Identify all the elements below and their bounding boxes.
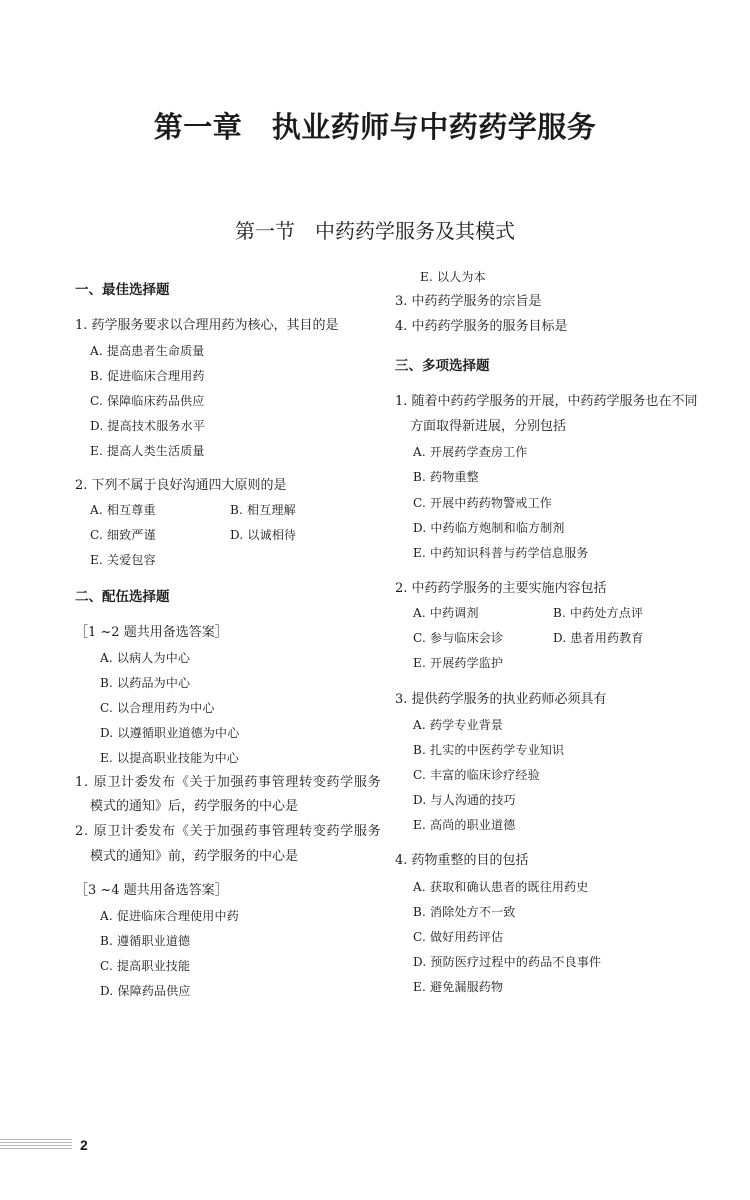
question-stem-continued: 模式的通知》前，药学服务的中心是 — [90, 849, 299, 864]
option-c: C. 开展中药药物警戒工作 — [413, 496, 552, 510]
shared-options-label: ［1 ~2 题共用备选答案］ — [75, 625, 228, 640]
option-d: D. 以诚相待 — [230, 528, 297, 542]
option-a: A. 开展药学查房工作 — [413, 445, 528, 459]
heading-matching: 二、配伍选择题 — [75, 589, 170, 604]
section-title: 第一节 中药药学服务及其模式 — [235, 221, 515, 243]
option-c: C. 以合理用药为中心 — [100, 701, 215, 715]
option-a: A. 获取和确认患者的既往用药史 — [413, 880, 589, 894]
question-stem: 1. 随着中药药学服务的开展，中药药学服务也在不同 — [395, 394, 698, 409]
question-stem: 2. 原卫计委发布《关于加强药事管理转变药学服务 — [75, 824, 382, 839]
page-number: 2 — [80, 1137, 88, 1153]
option-e: E. 提高人类生活质量 — [90, 444, 205, 458]
option-e: E. 以提高职业技能为中心 — [100, 751, 239, 765]
option-b: B. 相互理解 — [230, 503, 296, 517]
question-stem: 1. 药学服务要求以合理用药为核心，其目的是 — [75, 318, 339, 333]
question-stem-continued: 方面取得新进展，分别包括 — [410, 419, 567, 434]
option-c: C. 提高职业技能 — [100, 959, 191, 973]
option-a: A. 相互尊重 — [90, 503, 156, 517]
option-a: A. 提高患者生命质量 — [90, 344, 205, 358]
option-a: A. 以病人为中心 — [100, 651, 191, 665]
option-d: D. 保障药品供应 — [100, 984, 191, 998]
option-c: C. 做好用药评估 — [413, 930, 504, 944]
option-e: E. 高尚的职业道德 — [413, 818, 516, 832]
question-stem: 3. 中药药学服务的宗旨是 — [395, 294, 542, 309]
option-a: A. 中药调剂 — [413, 606, 479, 620]
question-stem: 1. 原卫计委发布《关于加强药事管理转变药学服务 — [75, 775, 382, 790]
option-b: B. 中药处方点评 — [553, 606, 644, 620]
heading-multiple-choice: 三、多项选择题 — [395, 358, 490, 373]
option-b: B. 药物重整 — [413, 470, 479, 484]
option-b: B. 以药品为中心 — [100, 676, 191, 690]
option-b: B. 消除处方不一致 — [413, 905, 516, 919]
heading-best-choice: 一、最佳选择题 — [75, 282, 170, 297]
option-d: D. 提高技术服务水平 — [90, 419, 206, 433]
question-stem: 4. 中药药学服务的服务目标是 — [395, 319, 568, 334]
option-d: D. 中药临方炮制和临方制剂 — [413, 521, 565, 535]
option-a: A. 促进临床合理使用中药 — [100, 909, 239, 923]
option-e: E. 避免漏服药物 — [413, 980, 504, 994]
option-d: D. 以遵循职业道德为中心 — [100, 726, 240, 740]
option-e: E. 中药知识科普与药学信息服务 — [413, 546, 589, 560]
option-c: C. 参与临床会诊 — [413, 631, 504, 645]
option-a: A. 药学专业背景 — [413, 718, 504, 732]
question-stem: 4. 药物重整的目的包括 — [395, 853, 529, 868]
option-d: D. 患者用药教育 — [553, 631, 644, 645]
shared-options-label: ［3 ~4 题共用备选答案］ — [75, 883, 228, 898]
chapter-title: 第一章 执业药师与中药药学服务 — [153, 112, 597, 144]
option-e: E. 开展药学监护 — [413, 656, 504, 670]
question-stem-continued: 模式的通知》后，药学服务的中心是 — [90, 799, 299, 814]
option-c: C. 细致严谨 — [90, 528, 156, 542]
question-stem: 2. 中药药学服务的主要实施内容包括 — [395, 581, 607, 596]
question-stem: 2. 下列不属于良好沟通四大原则的是 — [75, 478, 287, 493]
option-d: D. 预防医疗过程中的药品不良事件 — [413, 955, 602, 969]
option-b: B. 遵循职业道德 — [100, 934, 191, 948]
option-b: B. 促进临床合理用药 — [90, 369, 205, 383]
option-d: D. 与人沟通的技巧 — [413, 793, 516, 807]
footer-decorative-rule — [0, 1139, 72, 1151]
option-c: C. 保障临床药品供应 — [90, 394, 205, 408]
option-b: B. 扎实的中医药学专业知识 — [413, 743, 565, 757]
option-e: E. 以人为本 — [420, 270, 486, 284]
question-stem: 3. 提供药学服务的执业药师必须具有 — [395, 692, 607, 707]
option-c: C. 丰富的临床诊疗经验 — [413, 768, 540, 782]
option-e: E. 关爱包容 — [90, 553, 156, 567]
